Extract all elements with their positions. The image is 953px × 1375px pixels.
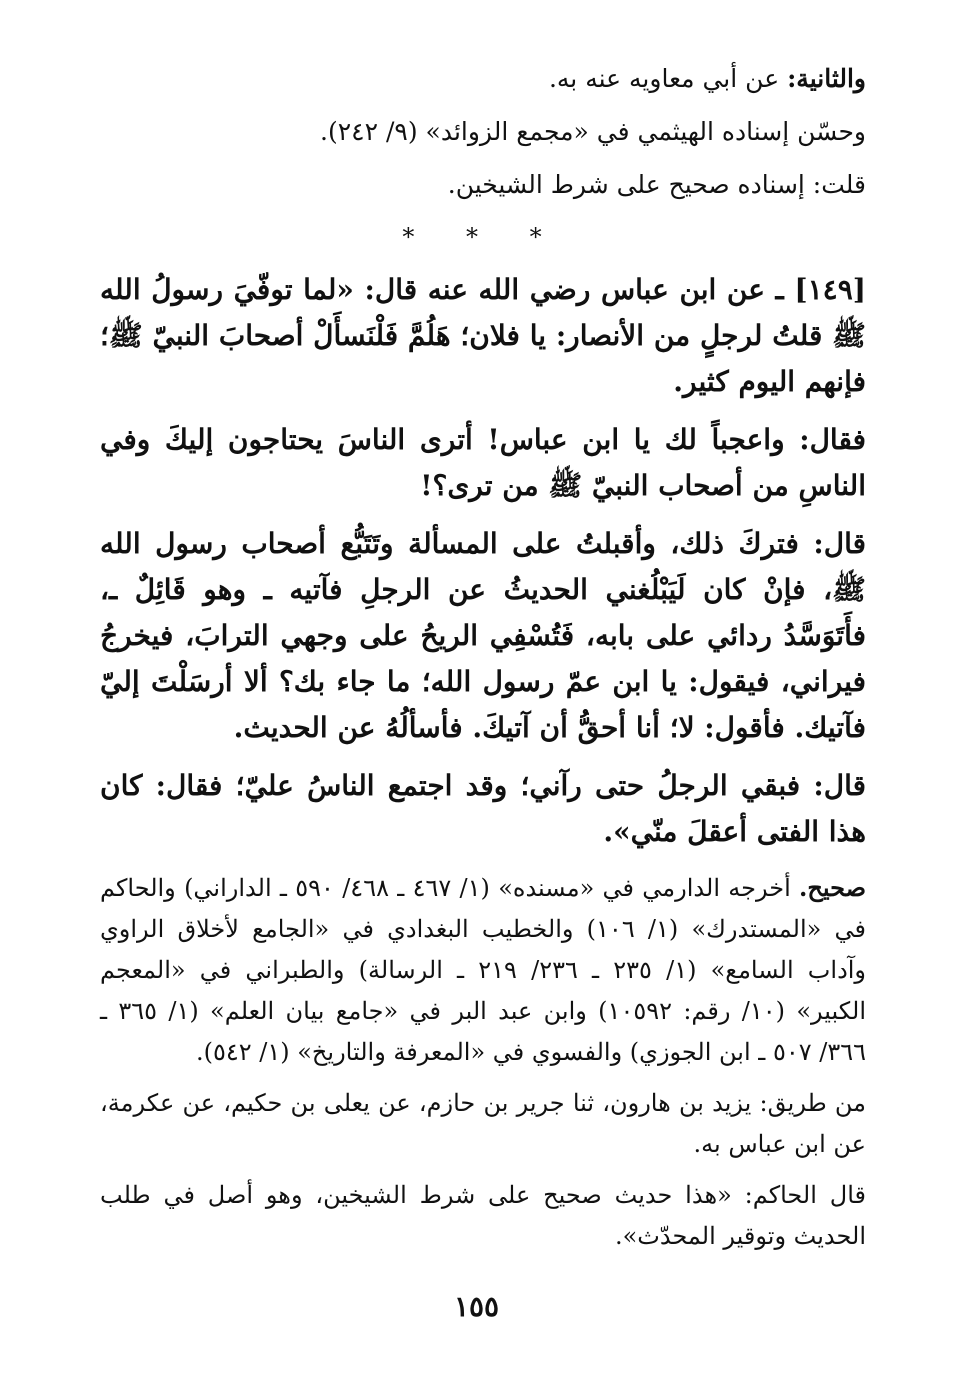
intro-section	[100, 52, 866, 211]
page-number: ١٥٥	[453, 1290, 500, 1323]
hadith-section	[100, 267, 866, 855]
intro-line-1-text: عن أبي معاويه عنه به.	[548, 64, 788, 93]
hadith-paragraph-4: قال: فبقي الرجلُ حتى رآني؛ وقد اجتمع الناسُ عليّ؛ فقال: كان هذا الفتى أعقلَ منّي».	[100, 769, 866, 848]
takhrij-paragraph-2: من طريق: يزيد بن هارون، ثنا جرير بن حازم، عن يعلى بن حكيم، عن عكرمة، عن ابن عباس به.	[100, 1089, 866, 1158]
hadith-paragraph-1: [١٤٩] ـ عن ابن عباس رضي الله عنه قال: «لما توفّيَ رسولُ الله ﷺ قلتُ لرجلٍ من الأنصار: يا فلان؛ هَلُمَّ فَلْنَسأَلْ أصحابَ النبيّ ﷺ؛ فإنهم اليوم كثير.	[100, 273, 866, 398]
takhrij-section	[100, 867, 866, 1257]
takhrij-paragraph-1-text: أخرجه الدارمي في «مسنده» (١/ ٤٦٧ ـ ٤٦٨/ ٥٩٠ ـ الداراني) والحاكم في «المستدرك» (١/ ١٠٦) والخطيب البغدادي في «الجامع لأخلاق الراوي وآداب السامع» (١/ ٢٣٥ ـ ٢٣٦/ ٢١٩ ـ الرسالة) والطبراني في «المعجم الكبير» (١٠/ رقم: ١٠٥٩٢) وابن عبد البر في «جامع بيان العلم» (١/ ٣٦٥ ـ ٣٦٦/ ٥٠٧ ـ ابن الجوزي) والفسوي في «المعرفة والتاريخ» (١/ ٥٤٢).	[100, 874, 867, 1066]
page-body	[100, 52, 866, 1267]
intro-line-1-lead: والثانية:	[787, 64, 866, 93]
hadith-paragraph-2: فقال: واعجباً لك يا ابن عباس! أترى الناسَ يحتاجون إليكَ وفي الناسِ من أصحاب النبيّ ﷺ من ترى؟!	[100, 423, 866, 502]
intro-line-2: وحسّن إسناده الهيثمي في «مجمع الزوائد» (٩/ ٢٤٢).	[320, 117, 866, 146]
hadith-paragraph-3: قال: فتركَ ذلك، وأقبلتُ على المسألة وتَتَبُّع أصحاب رسول الله ﷺ، فإنْ كان لَيَبْلُغني الحديثُ عن الرجلِ فآتيه ـ وهو قَائِلٌ ـ، فأَتَوَسَّدُ ردائي على بابه، فَتُسْفِي الريحُ على وجهي الترابَ، فيخرجُ فيراني، فيقول: يا ابن عمّ رسول الله؛ ما جاء بك؟ ألا أرسَلْتَ إليّ فآتيك. فأقول: لا؛ أنا أحقُّ أن آتيكَ. فأسألُهُ عن الحديث.	[100, 527, 866, 744]
hadith-grade: صحيح.	[799, 873, 867, 902]
section-separator: * * *	[402, 223, 564, 251]
intro-line-1	[100, 52, 866, 105]
takhrij-paragraph-1	[100, 867, 866, 1073]
takhrij-paragraph-3: قال الحاكم: «هذا حديث صحيح على شرط الشيخين، وهو أصل في طلب الحديث وتوقير المحدّث».	[100, 1181, 866, 1250]
intro-line-3: قلت: إسناده صحيح على شرط الشيخين.	[447, 170, 866, 199]
